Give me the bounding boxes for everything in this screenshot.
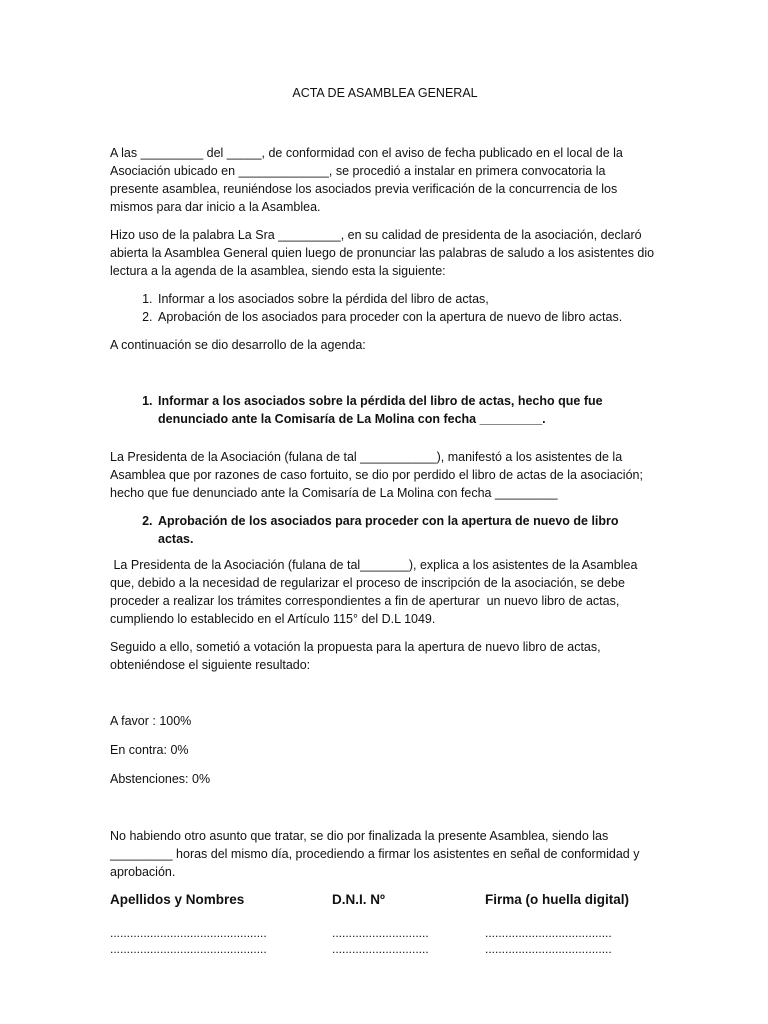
paragraph-continuacion: A continuación se dio desarrollo de la agenda: xyxy=(110,338,366,352)
paragraph-palabra: Hizo uso de la palabra La Sra _________, en su calidad de presidenta de la asociación, declaró abierta la Asamblea General quien luego de pronunciar las palabras de saludo a los asistentes dio lectura a la agenda de la asamblea, siendo esta la siguiente: xyxy=(110,228,655,278)
firma-blank: ...................................... xyxy=(485,926,612,940)
signature-row xyxy=(110,941,656,957)
firma-blank: ...................................... xyxy=(485,942,612,956)
paragraph-votacion: Seguido a ello, sometió a votación la propuesta para la apertura de nuevo libro de actas, obteniéndose el siguiente resultado: xyxy=(110,640,601,672)
paragraph-cierre: No habiendo otro asunto que tratar, se dio por finalizada la presente Asamblea, siendo las _________ horas del mismo día, procediendo a firmar los asistentes en señal de conformidad y aprobación. xyxy=(110,829,640,879)
section-heading-2 xyxy=(110,512,656,548)
agenda-list xyxy=(110,290,656,326)
section-heading-1 xyxy=(110,392,656,428)
section-heading-1-text: 1. Informar a los asociados sobre la pérdida del libro de actas, hecho que fue denunciado ante la Comisaría de La Molina con fecha _________. xyxy=(156,392,656,428)
dni-blank: ............................. xyxy=(332,942,429,956)
paragraph-item2: La Presidenta de la Asociación (fulana de tal_______), explica a los asistentes de la Asamblea que, debido a la necesidad de regularizar el proceso de inscripción de la asociación, se debe proceder a realizar los trámites correspondientes a fin de aperturar un nuevo libro de actas, cumpliendo lo establecido en el Artículo 115° del D.L 1049. xyxy=(110,558,641,626)
document-title: ACTA DE ASAMBLEA GENERAL xyxy=(292,86,478,100)
agenda-item: 2. Aprobación de los asociados para proceder con la apertura de nuevo de libro actas. xyxy=(156,308,656,326)
agenda-item: 1. Informar a los asociados sobre la pérdida del libro de actas, xyxy=(156,290,656,308)
name-blank: ............................................... xyxy=(110,942,267,956)
signature-rows xyxy=(110,925,656,957)
vote-results xyxy=(110,712,656,788)
section-heading-2-text: 2. Aprobación de los asociados para proceder con la apertura de nuevo de libro actas. xyxy=(156,512,656,548)
dni-blank: ............................. xyxy=(332,926,429,940)
header-firma: Firma (o huella digital) xyxy=(485,892,630,907)
vote-abstenciones: Abstenciones: 0% xyxy=(110,772,211,786)
name-blank: ............................................... xyxy=(110,926,267,940)
vote-favor: A favor : 100% xyxy=(110,714,192,728)
signature-table-header xyxy=(110,891,656,909)
vote-contra: En contra: 0% xyxy=(110,743,189,757)
header-name: Apellidos y Nombres xyxy=(110,892,245,907)
header-dni: D.N.I. Nº xyxy=(332,892,385,907)
paragraph-intro: A las _________ del _____, de conformidad con el aviso de fecha publicado en el local de la Asociación ubicado en _____________, se procedió a instalar en primera convocatoria la presente asamblea, reuniéndose los asociados previa verificación de la concurrencia de los mismos para dar inicio a la Asamblea. xyxy=(110,146,623,214)
paragraph-item1: La Presidenta de la Asociación (fulana de tal ___________), manifestó a los asistentes de la Asamblea que por razones de caso fortuito, se dio por perdido el libro de actas de la asociación; hecho que fue denunciado ante la Comisaría de La Molina con fecha _________ xyxy=(110,450,643,500)
signature-row xyxy=(110,925,656,941)
